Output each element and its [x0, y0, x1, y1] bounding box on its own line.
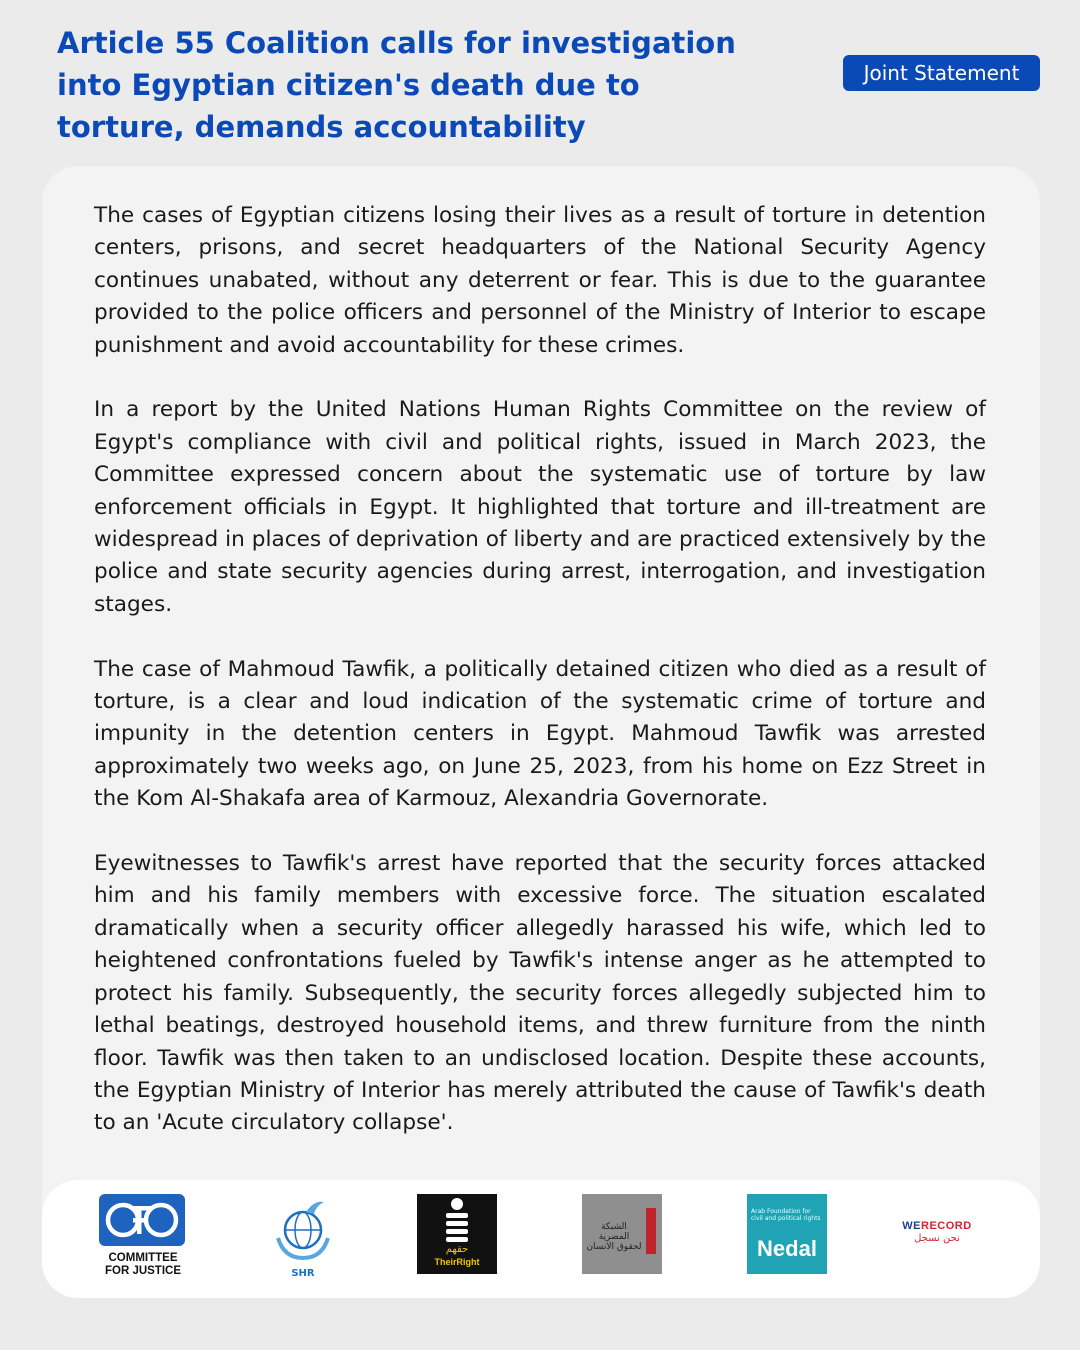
werecord-logo	[892, 1220, 982, 1260]
committee-for-justice-logo	[99, 1194, 187, 1284]
paragraph-4: Eyewitnesses to Tawfik's arrest have reported that the security forces attacked him and his family members with excessive force. The situation escalated dramatically when a security officer allegedly harassed his wife, which led to heightened confrontations fueled by Tawfik's intense anger as he attempted to protect his family. Subsequently, the security forces allegedly subjected him to lethal beatings, destroyed household items, and threw furniture from the ninth floor. Tawfik was then taken to an undisclosed location. Despite these accounts, the Egyptian Ministry of Interior has merely attributed the cause of Tawfik's death to an 'Acute circulatory collapse'.	[94, 851, 986, 1136]
cfj-mark-icon	[99, 1194, 185, 1246]
egyptian-network-logo	[582, 1194, 662, 1274]
joint-statement-badge: Joint Statement	[843, 55, 1040, 91]
statement-body	[94, 200, 986, 1172]
nedal-subtitle: Arab Foundation for civil and political rights	[751, 1208, 821, 1222]
their-right-logo	[417, 1194, 497, 1274]
nedal-logo	[747, 1194, 827, 1274]
shr-logo	[270, 1192, 336, 1278]
partner-logos	[42, 1180, 1040, 1298]
cfj-line-1: COMMITTEE	[108, 1252, 178, 1264]
egyptian-network-flag-icon	[646, 1208, 656, 1254]
nedal-name: Nedal	[757, 1236, 817, 1261]
their-right-label: TheirRight	[434, 1257, 480, 1267]
page-title: Article 55 Coalition calls for investigation into Egyptian citizen's death due to torture, demands accountability	[57, 26, 736, 144]
shr-globe-dove-icon	[270, 1192, 336, 1268]
paragraph-2: In a report by the United Nations Human Rights Committee on the review of Egypt's compliance with civil and political rights, issued in March 2023, the Committee expressed concern about the systematic use of torture by law enforcement officials in Egypt. It highlighted that torture and ill-treatment are widespread in places of deprivation of liberty and are practiced extensively by the police and state security agencies during arrest, interrogation, and investigation stages.	[94, 397, 986, 617]
werecord-we: WE	[902, 1220, 922, 1232]
werecord-arabic: نحن نسجل	[914, 1233, 960, 1244]
egyptian-network-arabic: الشبكة المصرية لحقوق الانسان	[586, 1222, 642, 1252]
paragraph-1: The cases of Egyptian citizens losing their lives as a result of torture in detention centers, prisons, and secret headquarters of the National Security Agency continues unabated, without any deterrent or fear. This is due to the guarantee provided to the police officers and personnel of the Ministry of Interior to escape punishment and avoid accountability for these crimes.	[94, 203, 986, 358]
werecord-record: RECORD	[921, 1220, 972, 1232]
their-right-arabic: حقهم	[445, 1244, 469, 1255]
paragraph-3: The case of Mahmoud Tawfik, a politically detained citizen who died as a result of torture, is a clear and loud indication of the systematic crime of torture and impunity in the detention centers in Egypt. Mahmoud Tawfik was arrested approximately two weeks ago, on June 25, 2023, from his home on Ezz Street in the Kom Al-Shakafa area of Karmouz, Alexandria Governorate.	[94, 656, 986, 812]
statement-card	[42, 166, 1040, 1298]
cfj-line-2: FOR JUSTICE	[104, 1265, 182, 1277]
shr-label: SHR	[291, 1268, 315, 1279]
